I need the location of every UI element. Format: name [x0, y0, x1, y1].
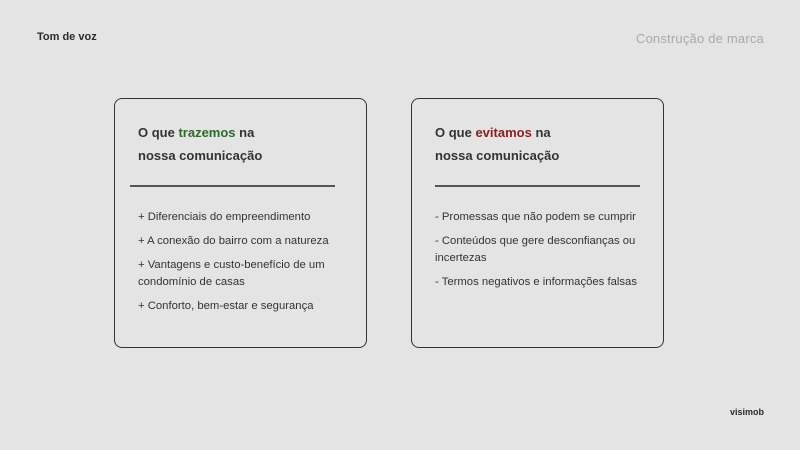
card-what-we-bring	[114, 98, 367, 348]
list-item: + Conforto, bem-estar e segurança	[138, 300, 314, 312]
section-subtitle: Construção de marca	[635, 31, 764, 46]
title-accent: trazemos	[178, 125, 236, 140]
list-item: + A conexão do bairro com a natureza	[138, 235, 329, 247]
title-accent: evitamos	[475, 125, 532, 140]
card-what-we-avoid	[411, 98, 664, 348]
divider	[130, 185, 335, 187]
section-title: Tom de voz	[37, 31, 97, 43]
list-item: - Conteúdos que gere desconfianças ou incertezas	[435, 235, 636, 264]
title-line2: nossa comunicação	[138, 148, 263, 163]
items-list	[138, 209, 352, 322]
list-item: + Vantagens e custo-benefício de um condomínio de casas	[138, 259, 325, 288]
title-line2: nossa comunicação	[435, 148, 560, 163]
list-item: - Termos negativos e informações falsas	[435, 276, 637, 288]
items-list	[435, 209, 649, 298]
divider	[435, 185, 640, 187]
title-prefix: O que	[435, 125, 476, 140]
brand-logo: visimob	[729, 407, 764, 417]
title-suffix: na	[531, 125, 551, 140]
title-prefix: O que	[138, 125, 179, 140]
card-title	[435, 121, 559, 167]
list-item: - Promessas que não podem se cumprir	[435, 211, 636, 223]
card-title	[138, 121, 262, 167]
title-suffix: na	[235, 125, 255, 140]
list-item: + Diferenciais do empreendimento	[138, 211, 311, 223]
